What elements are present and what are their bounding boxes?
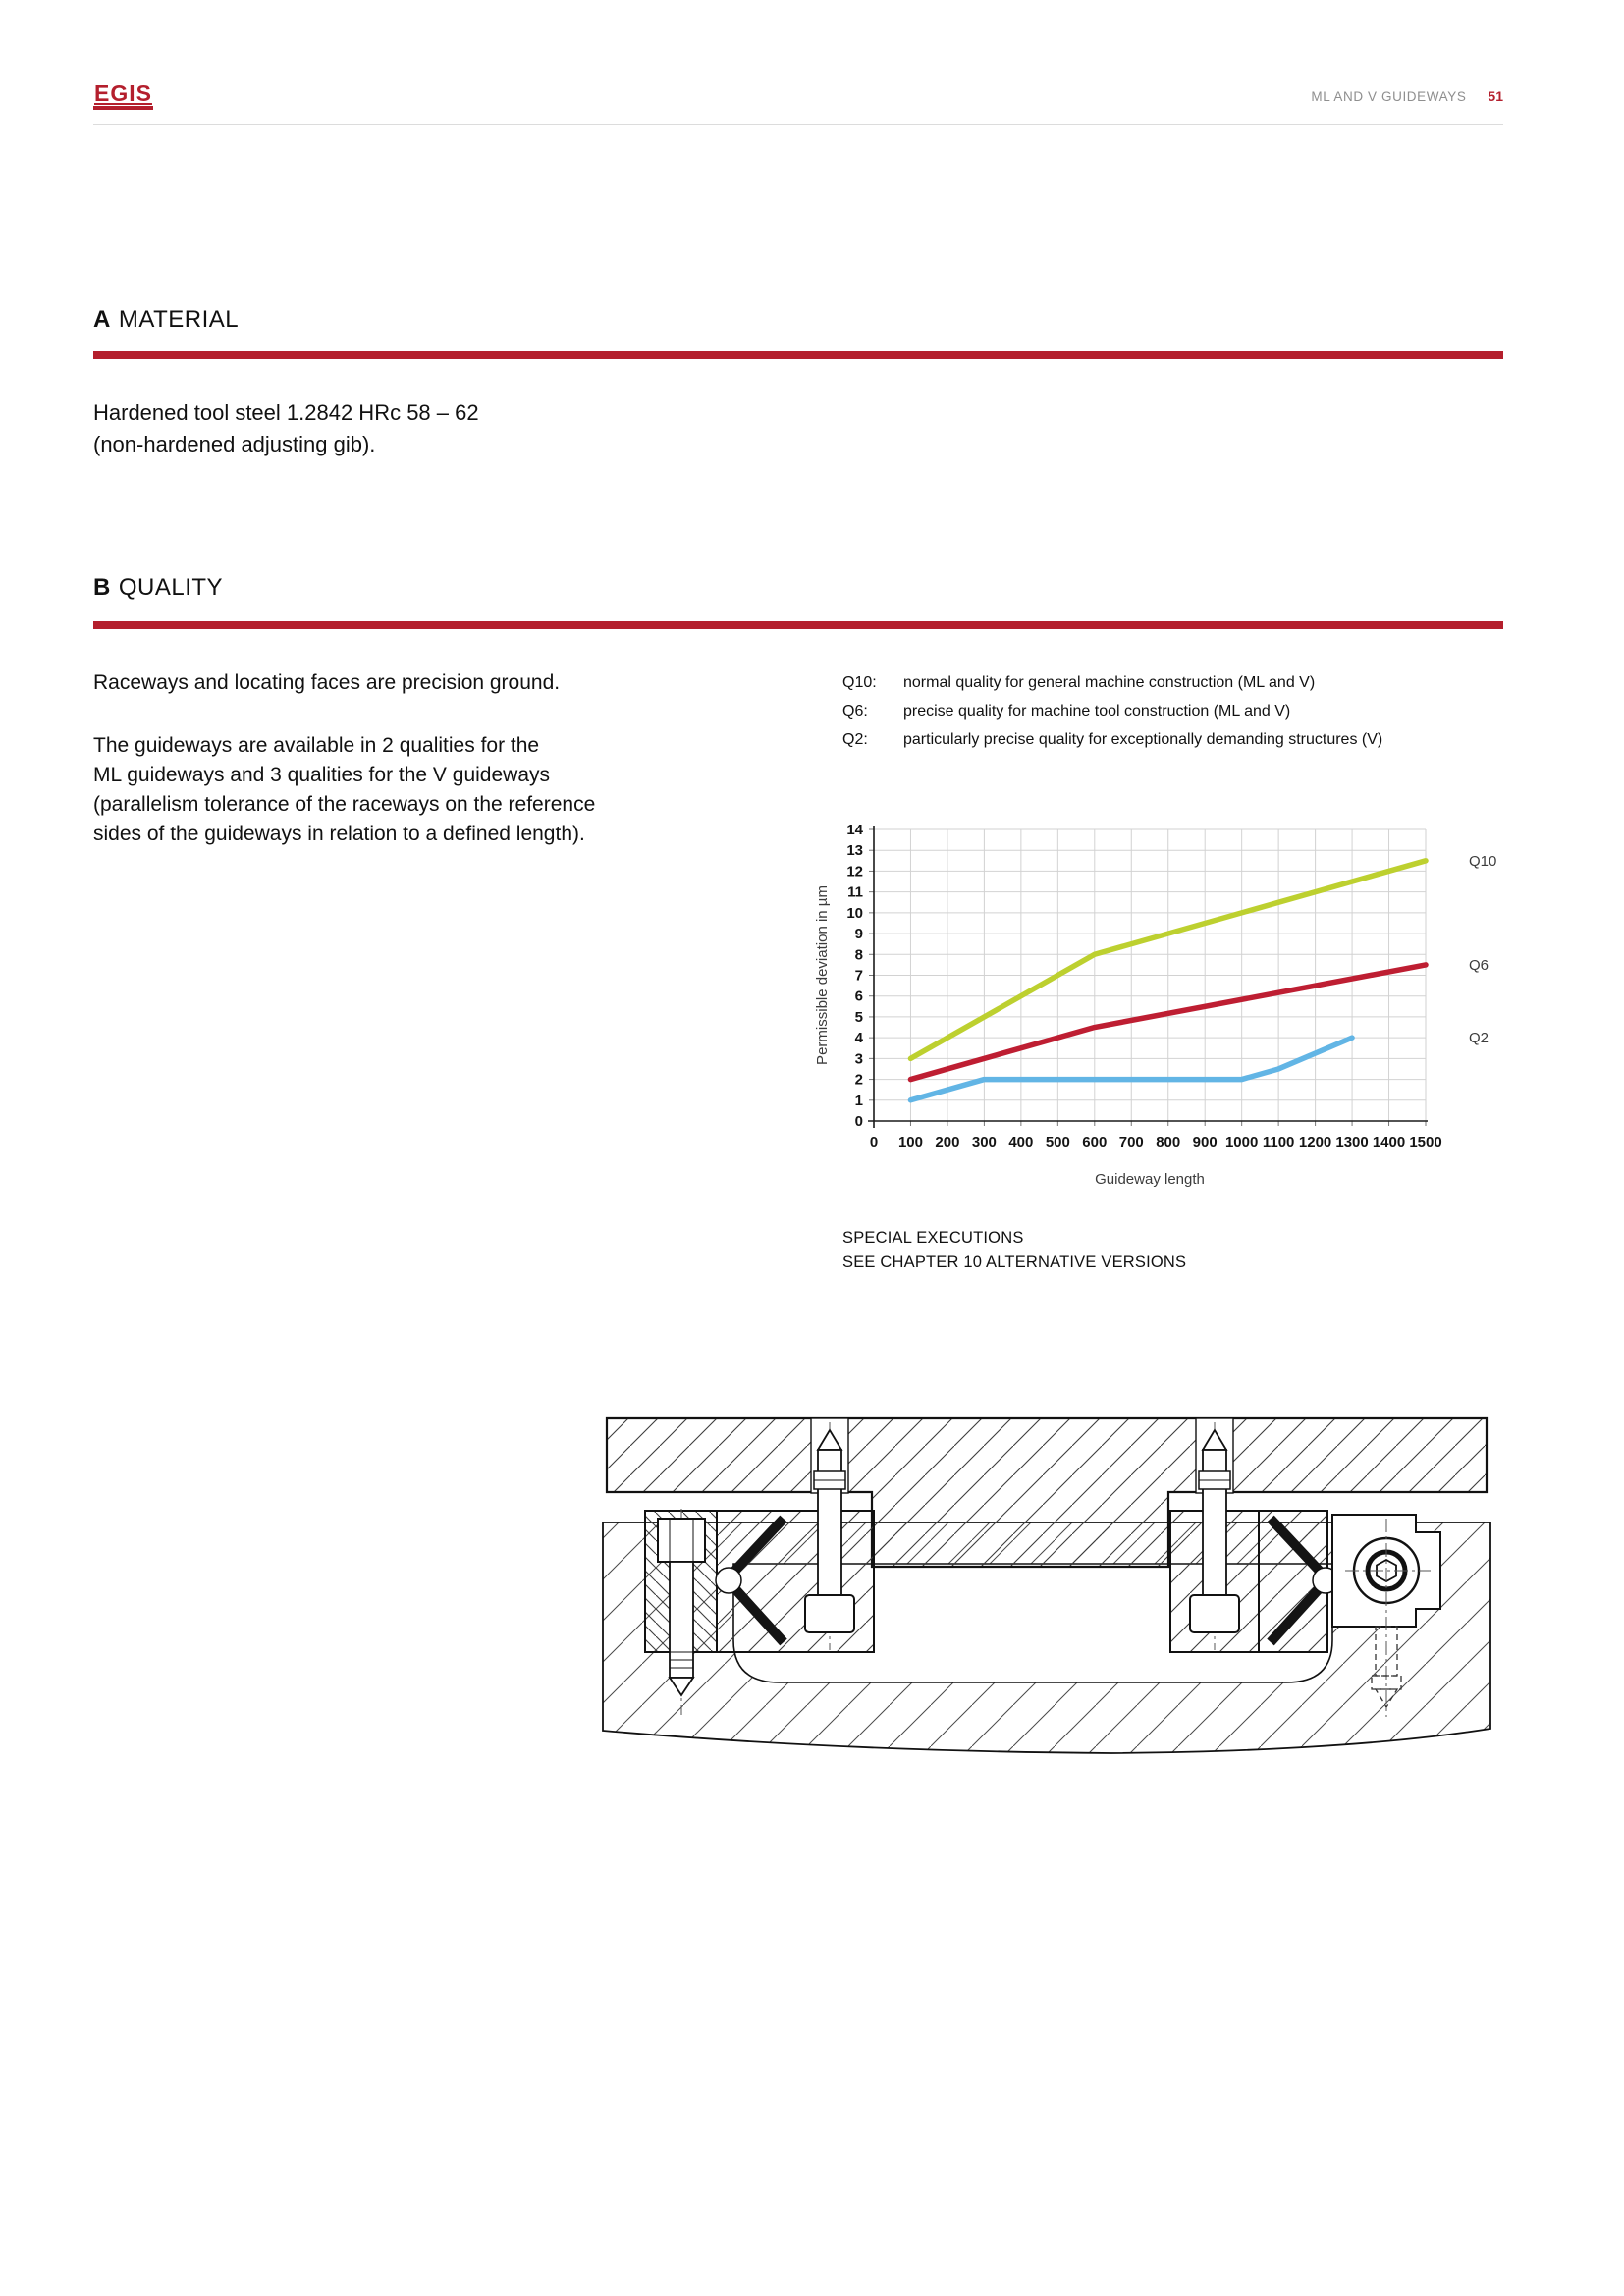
series-label-q10: Q10 bbox=[1469, 852, 1497, 870]
x-tick-label: 0 bbox=[869, 1134, 879, 1150]
material-text bbox=[93, 398, 479, 460]
cross-section-svg bbox=[601, 1416, 1492, 1755]
y-tick-label: 9 bbox=[854, 926, 863, 943]
legend-key-q6: Q6: bbox=[842, 703, 868, 720]
y-tick-label: 2 bbox=[854, 1071, 863, 1089]
quality-tolerance-chart bbox=[805, 823, 1532, 1207]
right-stud-head bbox=[1190, 1595, 1239, 1632]
quality-line-2: ML guideways and 3 qualities for the V guideways bbox=[93, 764, 550, 786]
y-tick-label: 6 bbox=[854, 988, 863, 1005]
section-b-heading bbox=[93, 574, 223, 602]
quality-line-1: The guideways are available in 2 qualities for the bbox=[93, 734, 540, 757]
x-tick-label: 1200 bbox=[1298, 1134, 1332, 1150]
material-line-2: (non-hardened adjusting gib). bbox=[93, 432, 376, 456]
special-executions-line-1: SPECIAL EXECUTIONS bbox=[842, 1229, 1024, 1247]
section-a-letter: A bbox=[93, 306, 111, 333]
series-label-q2: Q2 bbox=[1469, 1030, 1489, 1047]
y-tick-label: 11 bbox=[847, 883, 863, 901]
legend-row-q10 bbox=[842, 674, 1382, 703]
y-tick-label: 5 bbox=[854, 1008, 863, 1026]
x-tick-label: 400 bbox=[1008, 1134, 1034, 1150]
y-tick-label: 12 bbox=[846, 863, 863, 881]
x-tick-label: 200 bbox=[935, 1134, 960, 1150]
section-a-rule bbox=[93, 351, 1503, 359]
x-tick-label: 1000 bbox=[1224, 1134, 1259, 1150]
quality-line-3: (parallelism tolerance of the raceways on the reference bbox=[93, 793, 596, 816]
left-v-relief-groove bbox=[716, 1568, 741, 1593]
y-tick-label: 13 bbox=[846, 842, 863, 860]
page-number: 51 bbox=[1488, 88, 1503, 104]
quality-line-4: sides of the guideways in relation to a defined length). bbox=[93, 823, 585, 845]
y-axis-label: Permissible deviation in µm bbox=[814, 885, 831, 1065]
x-tick-label: 500 bbox=[1045, 1134, 1070, 1150]
y-tick-label: 10 bbox=[846, 904, 863, 922]
legend-text-q2: particularly precise quality for exceptionally demanding structures (V) bbox=[903, 731, 1383, 748]
page-header bbox=[93, 88, 1503, 104]
left-stud-head bbox=[805, 1595, 854, 1632]
x-tick-label: 600 bbox=[1082, 1134, 1108, 1150]
y-tick-label: 8 bbox=[854, 946, 863, 964]
x-tick-label: 1100 bbox=[1262, 1134, 1295, 1150]
x-tick-label: 1300 bbox=[1335, 1134, 1369, 1150]
x-tick-label: 900 bbox=[1192, 1134, 1218, 1150]
quality-legend bbox=[842, 674, 1382, 760]
legend-text-q6: precise quality for machine tool construction (ML and V) bbox=[903, 703, 1291, 720]
header-divider bbox=[93, 124, 1503, 125]
special-executions-line-2: SEE CHAPTER 10 ALTERNATIVE VERSIONS bbox=[842, 1254, 1187, 1271]
x-tick-label: 1500 bbox=[1409, 1134, 1442, 1150]
x-tick-label: 100 bbox=[897, 1134, 923, 1150]
chart-canvas bbox=[805, 823, 1532, 1207]
y-tick-label: 4 bbox=[854, 1030, 863, 1047]
section-a-title: MATERIAL bbox=[118, 306, 240, 333]
egis-logo: EGIS bbox=[93, 82, 153, 110]
legend-row-q2 bbox=[842, 731, 1382, 760]
y-tick-label: 1 bbox=[854, 1092, 863, 1109]
guideway-cross-section-drawing bbox=[601, 1416, 1492, 1755]
y-tick-label: 7 bbox=[854, 967, 863, 985]
x-tick-label: 1400 bbox=[1372, 1134, 1406, 1150]
left-bolt-head bbox=[658, 1519, 705, 1562]
y-tick-label: 0 bbox=[854, 1113, 863, 1130]
document-title: ML AND V GUIDEWAYS bbox=[1311, 89, 1467, 104]
section-b-title: QUALITY bbox=[118, 574, 224, 601]
legend-key-q2: Q2: bbox=[842, 731, 868, 748]
x-axis-label: Guideway length bbox=[1095, 1171, 1205, 1188]
legend-text-q10: normal quality for general machine construction (ML and V) bbox=[903, 674, 1316, 691]
section-a-heading bbox=[93, 306, 239, 334]
y-tick-label: 14 bbox=[846, 823, 863, 838]
section-b-rule bbox=[93, 621, 1503, 629]
series-label-q6: Q6 bbox=[1469, 956, 1489, 974]
legend-key-q10: Q10: bbox=[842, 674, 877, 691]
x-tick-label: 300 bbox=[971, 1134, 997, 1150]
special-executions-note bbox=[842, 1226, 1186, 1275]
legend-row-q6 bbox=[842, 703, 1382, 731]
quality-paragraph-2 bbox=[93, 731, 595, 849]
y-tick-label: 3 bbox=[854, 1050, 863, 1068]
x-tick-label: 800 bbox=[1156, 1134, 1181, 1150]
quality-paragraph-1: Raceways and locating faces are precision ground. bbox=[93, 671, 561, 694]
section-b-letter: B bbox=[93, 574, 111, 601]
material-line-1: Hardened tool steel 1.2842 HRc 58 – 62 bbox=[93, 400, 479, 425]
x-tick-label: 700 bbox=[1118, 1134, 1144, 1150]
